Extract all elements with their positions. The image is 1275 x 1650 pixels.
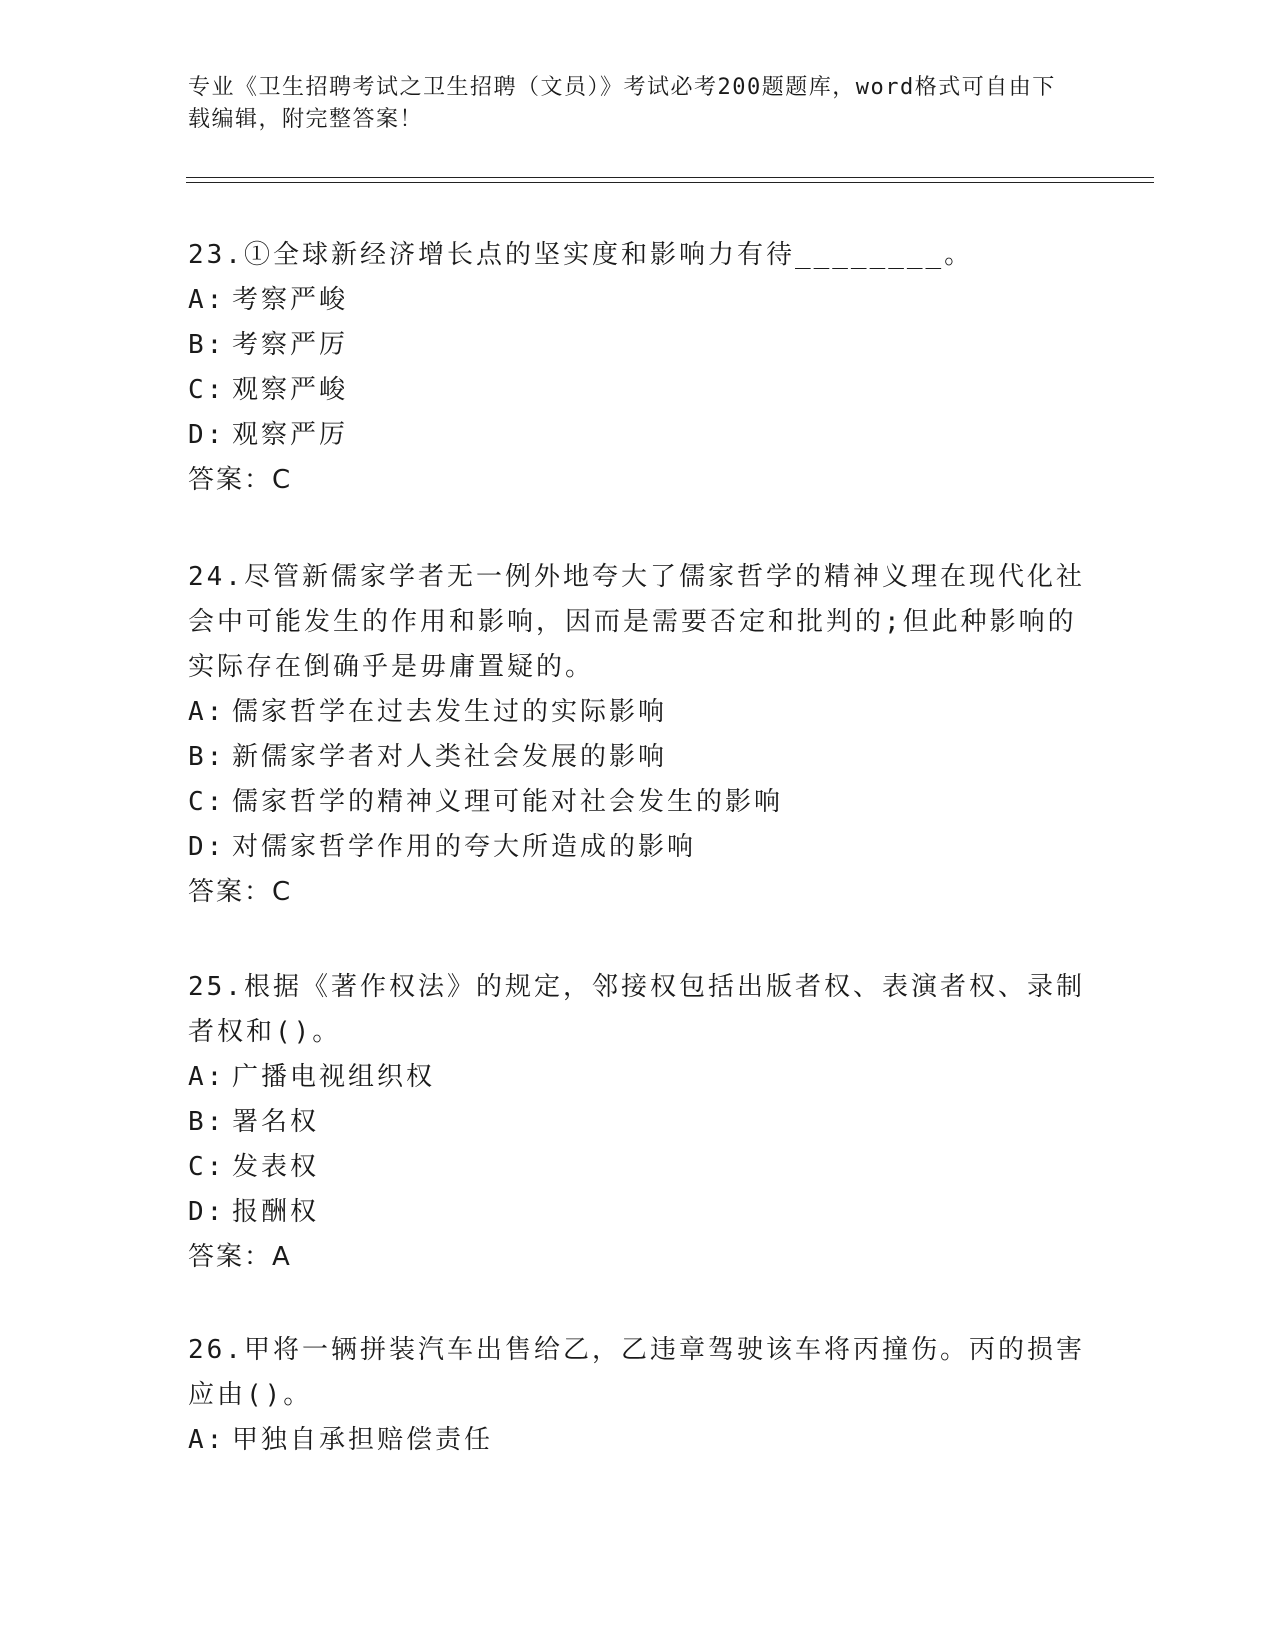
option-b bbox=[188, 735, 1088, 780]
option-text: 儒家哲学的精神义理可能对社会发生的影响 bbox=[232, 787, 784, 817]
header-divider-bottom bbox=[186, 182, 1154, 183]
option-label: D: bbox=[188, 832, 226, 862]
option-b bbox=[188, 323, 1088, 368]
option-text: 考察严峻 bbox=[232, 285, 349, 315]
option-a bbox=[188, 1418, 1088, 1463]
option-label: C: bbox=[188, 375, 226, 405]
question-text: 26.甲将一辆拼装汽车出售给乙，乙违章驾驶该车将丙撞伤。丙的损害应由()。 bbox=[188, 1335, 1085, 1410]
question-25 bbox=[188, 965, 1088, 1280]
option-label: A: bbox=[188, 1062, 226, 1092]
option-text: 新儒家学者对人类社会发展的影响 bbox=[232, 742, 668, 772]
question-text: 24.尽管新儒家学者无一例外地夸大了儒家哲学的精神义理在现代化社会中可能发生的作用和影响，因而是需要否定和批判的;但此种影响的实际存在倒确乎是毋庸置疑的。 bbox=[188, 562, 1085, 682]
question-text: 23.①全球新经济增长点的坚实度和影响力有待________。 bbox=[188, 240, 974, 270]
option-text: 考察严厉 bbox=[232, 330, 349, 360]
answer: 答案：C bbox=[188, 465, 293, 495]
option-text: 对儒家哲学作用的夸大所造成的影响 bbox=[232, 832, 697, 862]
option-a bbox=[188, 690, 1088, 735]
option-c bbox=[188, 1145, 1088, 1190]
option-b bbox=[188, 1100, 1088, 1145]
option-c bbox=[188, 780, 1088, 825]
option-c bbox=[188, 368, 1088, 413]
option-label: D: bbox=[188, 1197, 226, 1227]
option-label: A: bbox=[188, 285, 226, 315]
option-label: B: bbox=[188, 330, 226, 360]
option-label: B: bbox=[188, 1107, 226, 1137]
option-d bbox=[188, 825, 1088, 870]
option-text: 儒家哲学在过去发生过的实际影响 bbox=[232, 697, 668, 727]
option-d bbox=[188, 413, 1088, 458]
question-26 bbox=[188, 1328, 1088, 1463]
option-a bbox=[188, 278, 1088, 323]
option-text: 报酬权 bbox=[232, 1197, 320, 1227]
option-label: B: bbox=[188, 742, 226, 772]
option-label: A: bbox=[188, 1425, 226, 1455]
option-d bbox=[188, 1190, 1088, 1235]
option-label: D: bbox=[188, 420, 226, 450]
option-label: C: bbox=[188, 787, 226, 817]
option-label: A: bbox=[188, 697, 226, 727]
option-label: C: bbox=[188, 1152, 226, 1182]
header-divider-top bbox=[186, 177, 1154, 178]
option-text: 广播电视组织权 bbox=[232, 1062, 436, 1092]
option-text: 观察严厉 bbox=[232, 420, 349, 450]
question-24 bbox=[188, 555, 1088, 915]
answer: 答案：C bbox=[188, 877, 293, 907]
answer: 答案：A bbox=[188, 1242, 292, 1272]
document-header: 专业《卫生招聘考试之卫生招聘（文员）》考试必考200题题库，word格式可自由下载编辑，附完整答案！ bbox=[188, 75, 1056, 132]
option-text: 发表权 bbox=[232, 1152, 320, 1182]
option-text: 观察严峻 bbox=[232, 375, 349, 405]
question-23 bbox=[188, 233, 1088, 503]
option-a bbox=[188, 1055, 1088, 1100]
option-text: 署名权 bbox=[232, 1107, 320, 1137]
option-text: 甲独自承担赔偿责任 bbox=[232, 1425, 494, 1455]
question-text: 25.根据《著作权法》的规定，邻接权包括出版者权、表演者权、录制者权和()。 bbox=[188, 972, 1085, 1047]
